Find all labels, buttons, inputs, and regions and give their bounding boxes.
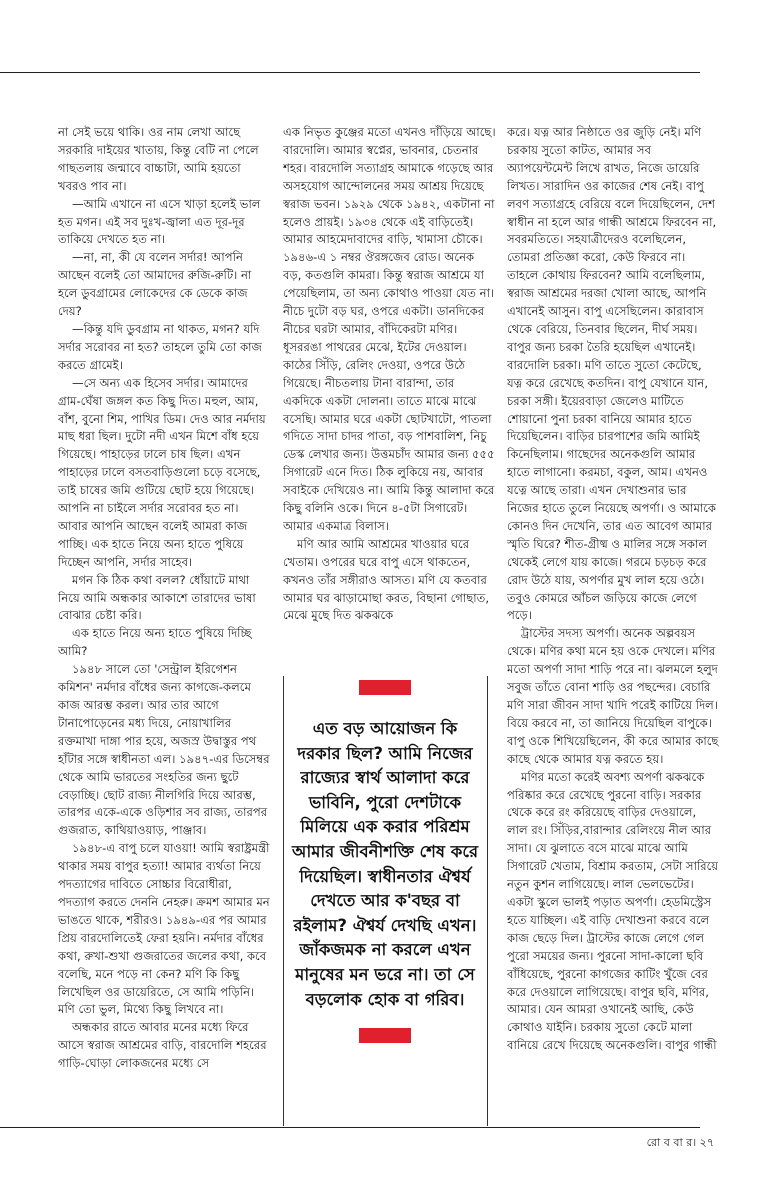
- paragraph: —সে অন্য এক হিসেব সর্দার। আমাদের গ্রাম-ঘেঁষা জঙ্গল কত কিছু দিত। মহুল, আম, বাঁশ, বুনো শিম, পাখির ডিম। দেও আর নর্মদায় মাছ ধরা ছিল। দুটো নদী এখন মিশে বাঁধ হয়ে গিয়েছে। পাহাড়ের ঢালে চাষ ছিল। এখন পাহাড়ের ঢালে বসতবাড়িগুলো চড়ে বসেছে, তাই চাষের জমি গুটিয়ে ছোট হয়ে গিয়েছে। আপনি না চাইলে সর্দার সরোবর হত না। আবার আপনি আছেন বলেই আমরা কাজ পাচ্ছি। এক হাতে নিয়ে অন্য হাতে পুষিয়ে দিচ্ছেন আপনি, সর্দার সাহেব।: [58, 375, 266, 569]
- article-column-1: [58, 124, 270, 1128]
- pull-quote-right-rule: [487, 676, 488, 1126]
- paragraph: মণির মতো করেই অবশ্য অপর্ণা ঝকঝকে পরিষ্কার করে রেখেছে পুরনো বাড়ি। সরকার থেকে করে রং করিয়েছে বাড়ির দেওয়ালে, লাল রং। সিঁড়ির,বারান্দার রেলিংয়ে নীল আর সাদা। যে ঝুলাতে বসে মাঝে মাঝে আমি সিগারেট খেতাম, বিশ্রাম করতাম, সেটা সারিয়ে নতুন কুশন লাগিয়েছে। লাল ভেলভেটের। একটা স্কুলে ভালই পড়াত অপর্ণা। হেডমিস্ট্রেস হতে যাচ্ছিল। এই বাড়ি দেখাশুনা করবে বলে কাজ ছেড়ে দিল। ট্রাস্টের কাজে লেগে গেল পুরো সময়ের জন্য। পুরনো সাদা-কালো ছবি বাঁধিয়েছে, পুরনো কাগজের কাটিং খুঁজে বের করে দেওয়ালে লাগিয়েছে। বাপুর ছবি, মণির, আমার। যেন আমরা ওখানেই আছি, কেউ কোথাও যাইনি। চরকায় সুতো কেটে মালা বানিয়ে রেখে দিয়েছে অনেকগুলি। বাপুর গান্ধী: [507, 769, 719, 1053]
- pull-quote: [290, 680, 480, 1043]
- paragraph: মগন কি ঠিক কথা বলল? ধোঁয়াটে মাথা নিয়ে আমি অন্ধকার আকাশে তারাদের ভাষা বোঝার চেষ্টা করি।: [58, 572, 256, 623]
- paragraph: ১৯৪৮ সালে তো 'সেন্ট্রাল ইরিগেশন কমিশন' নর্মদার বাঁধের জন্য কাগজে-কলমে কাজ আরম্ভ করল। আর তার আগে টানাপোড়েনের মধ্য দিয়ে, নোয়াখালির রক্তমাখা দাঙ্গা পার হয়ে, অজস্র উদ্বাস্তুর পথ হাঁটার সঙ্গে স্বাধীনতা এল। ১৯৪৭-এর ডিসেম্বর থেকে আমি ভারতের সংহতির জন্য ছুটে বেড়াচ্ছি। ছোট রাজ্য নীলগিরি দিয়ে আরম্ভ, তারপর একে-একে ওড়িশার সব রাজ্য, তারপর গুজরাত, কাথিয়াওয়াড়, পাঞ্জাব।: [58, 662, 270, 838]
- paragraph: এক হাতে নিয়ে অন্য হাতে পুষিয়ে দিচ্ছি আমি?: [58, 626, 252, 659]
- paragraph: ১৯৪৮-এ বাপু চলে যাওয়া! আমি স্বরাষ্ট্রমন্ত্রী থাকার সময় বাপুর হত্যা! আমার ব্যর্থতা নিয়ে পদত্যাগের দাবিতে সোচ্চার বিরোধীরা, পদত্যাগ করতে দেননি নেহরু। ক্রমশ আমার মন ভাঙতে থাকে, শরীরও। ১৯৪৯-এর পর আমার প্রিয় বারদোলিতেই ফেরা হয়নি। নর্মদার বাঁধের কথা, রুখা-শুখা গুজরাতের জলের কথা, কবে বলেছি, মনে পড়ে না কেন? মণি কি কিছু লিখেছিল ওর ডায়েরিতে, সে আমি পড়িনি। মণি তো ভুল, মিথ্যে কিছু লিখবে না।: [58, 841, 270, 1017]
- paragraph: ট্রাস্টের সদস্য অপর্ণা। অনেক অল্পবয়স থেকে। মণির কথা মনে হয় ওকে দেখলে। মণির মতো অপর্ণা সাদা শাড়ি পরে না। ঝলমলে হলুদ সবুজ তাঁতে বোনা শাড়ি ওর পছন্দের। বেচারি মণি সারা জীবন সাদা খাদি পরেই কাটিয়ে দিল। বিয়ে করবে না, তা জানিয়ে দিয়েছিল বাপুকে। বাপু ওকে শিখিয়েছিলেন, কী করে আমার কাছে কাছে থেকে আমার যত্ন করতে হয়।: [507, 626, 719, 766]
- article-column-2: [283, 124, 496, 672]
- pull-quote-text: এত বড় আয়োজন কি দরকার ছিল? আমি নিজের রাজ্যের স্বার্থ আলাদা করে ভাবিনি, পুরো দেশটাকে মিলিয়ে এক করার পরিশ্রম আমার জীবনীশক্তি শেষ করে দিয়েছিল। স্বাধীনতার ঐশ্বর্য দেখতে আর ক'বছর বা রইলাম? ঐশ্বর্য দেখছি এখন। জাঁকজমক না করলে এখন মানুষের মন ভরে না। তা সে বড়লোক হোক বা গরিব।: [291, 719, 479, 1009]
- article-column-3: [507, 124, 720, 1128]
- pull-quote-left-rule: [283, 676, 284, 1126]
- paragraph: —আমি এখানে না এসে খাড়া হলেই ভাল হত মগন। এই সব দুঃখ-জ্বালা এত দূর-দূর তাকিয়ে দেখতে হত না।: [58, 196, 261, 247]
- paragraph: করে। যত্ন আর নিষ্ঠাতে ওর জুড়ি নেই। মণি চরকায় সুতো কাটত, আমার সব অ্যাপয়েন্টমেন্ট লিখে রাখত, নিজে ডায়েরি লিখত। সারাদিন ওর কাজের শেষ নেই। বাপু লবণ সত্যাগ্রহে বেরিয়ে বলে দিয়েছিলেন, দেশ স্বাধীন না হলে আর গান্ধী আশ্রমে ফিরবেন না, সবরমতিতে। সহযাত্রীদেরও বলেছিলেন, তোমরা প্রতিজ্ঞা করো, কেউ ফিরবে না। তাহলে কোথায় ফিরবেন? আমি বলেছিলাম, স্বরাজ আশ্রমের দরজা খোলা আছে, আপনি এখানেই আসুন। বাপু এসেছিলেন। কারাবাস থেকে বেরিয়ে, তিনবার ছিলেন, দীর্ঘ সময়। বাপুর জন্য চরকা তৈরি হয়েছিল এখানেই। বারদোলি চরকা। মণি তাতে সুতো কেটেছে, যত্ন করে রেখেছে কতদিন। বাপু যেখানে যান, চরকা সঙ্গী। ইয়েরবাড়া জেলেও মাটিতে শোয়ানো পুনা চরকা বানিয়ে আমার হাতে দিয়েছিলেন। বাড়ির চারপাশের জমি আমিই কিনেছিলাম। গাছেদের অনেকগুলি আমার হাতে লাগানো। করমচা, বকুল, আম। এখনও যত্নে আছে তারা। এখন দেখাশুনার ভার নিজের হাতে তুলে নিয়েছে অপর্ণা। ও আমাকে কোনও দিন দেখেনি, তার এত আবেগ আমার স্মৃতি ঘিরে? শীত-গ্রীষ্ম ও মালির সঙ্গে সকাল থেকেই লেগে যায় কাজে। গরমে চড়চড় করে রোদ উঠে যায়, অপর্ণার মুখ লাল হয়ে ওঠে। তবুও কোমরে আঁচল জড়িয়ে কাজে লেগে পড়ে।: [507, 125, 717, 623]
- pull-quote-top-bar: [359, 680, 411, 695]
- paragraph: —কিন্তু যদি ডুবগ্রাম না থাকত, মগন? যদি সর্দার সরোবর না হত? তাহলে তুমি তো কাজ করতে গ্রামেই।: [58, 321, 262, 372]
- paragraph: এক নিভৃত কুঞ্জের মতো এখনও দাঁড়িয়ে আছে। বারদোলি। আমার স্বপ্নের, ভাবনার, চেতনার শহর। বারদোলি সত্যাগ্রহ আমাকে গড়েছে আর অসহযোগ আন্দোলনের সময় আশ্রয় দিয়েছে স্বরাজ ভবন। ১৯২৯ থেকে ১৯৪২, একটানা না হলেও প্রায়ই। ১৯৩৪ থেকে এই বাড়িতেই। আমার আহমেদাবাদের বাড়ি, খামাসা চৌকে। ১৯৪৬-এ ১ নম্বর ঔরঙ্গজেব রোড। অনেক বড়, কতগুলি কামরা। কিন্তু স্বরাজ আশ্রমে যা পেয়েছিলাম, তা অন্য কোথাও পাওয়া যেত না। নীচে দুটো বড় ঘর, ওপরে একটা। ডানদিকের নীচের ঘরটা আমার, বাঁদিকেরটা মণির। ধূসররঙা পাথরের মেঝে, ইটের দেওয়াল। কাঠের সিঁড়ি, রেলিং দেওয়া, ওপরে উঠে গিয়েছে। নীচতলায় টানা বারান্দা, তার একদিকে একটা দোলনা। তাতে মাঝে মাঝে বসেছি। আমার ঘরে একটা ছোটখাটো, পাতলা গদিতে সাদা চাদর পাতা, বড় পাশবালিশ, নিচু ডেস্ক লেখার জন্য। উত্তমচাঁদ আমার জন্য ৫৫৫ সিগারেট এনে দিত। ঠিক লুকিয়ে নয়, আবার সবাইকে দেখিয়েও না। আমি কিন্তু আলাদা করে কিছু বলিনি ওকে। দিনে ৪-৫টা সিগারেট। আমার একমাত্র বিলাস।: [283, 125, 496, 533]
- paragraph: —না, না, কী যে বলেন সর্দার! আপনি আছেন বলেই তো আমাদের রুজি-রুটি। না হলে ডুবগ্রামের লোকেদের কে ডেকে কাজ দেয়?: [58, 250, 252, 319]
- pull-quote-bottom-bar: [359, 1028, 411, 1043]
- paragraph: অন্ধকার রাতে আবার মনের মধ্যে ফিরে আসে স্বরাজ আশ্রমের বাড়ি, বারদোলি শহরের গাড়ি-ঘোড়া লোকজনের মধ্যে সে: [58, 1020, 267, 1071]
- paragraph: না সেই ভয়ে থাকি। ওর নাম লেখা আছে সরকারি দাইয়ের খাতায়, কিন্তু বেটি না পেলে গাছতলায় জন্মাবে বাচ্চাটা, আমি হয়তো খবরও পাব না।: [58, 125, 259, 193]
- bottom-rule: [0, 1127, 700, 1128]
- paragraph: মণি আর আমি আশ্রমের খাওয়ার ঘরে খেতাম। ওপরের ঘরে বাপু এসে থাকতেন, কখনও তাঁর সঙ্গীরাও আসত। মণি যে কতবার আমার ঘর ঝাড়ামোছা করত, বিছানা গোছাত, মেঝে মুছে দিত ঝকঝকে: [283, 536, 490, 623]
- page-footer: রো ব বা র। ২৭: [646, 1136, 714, 1149]
- top-rule: [0, 72, 700, 73]
